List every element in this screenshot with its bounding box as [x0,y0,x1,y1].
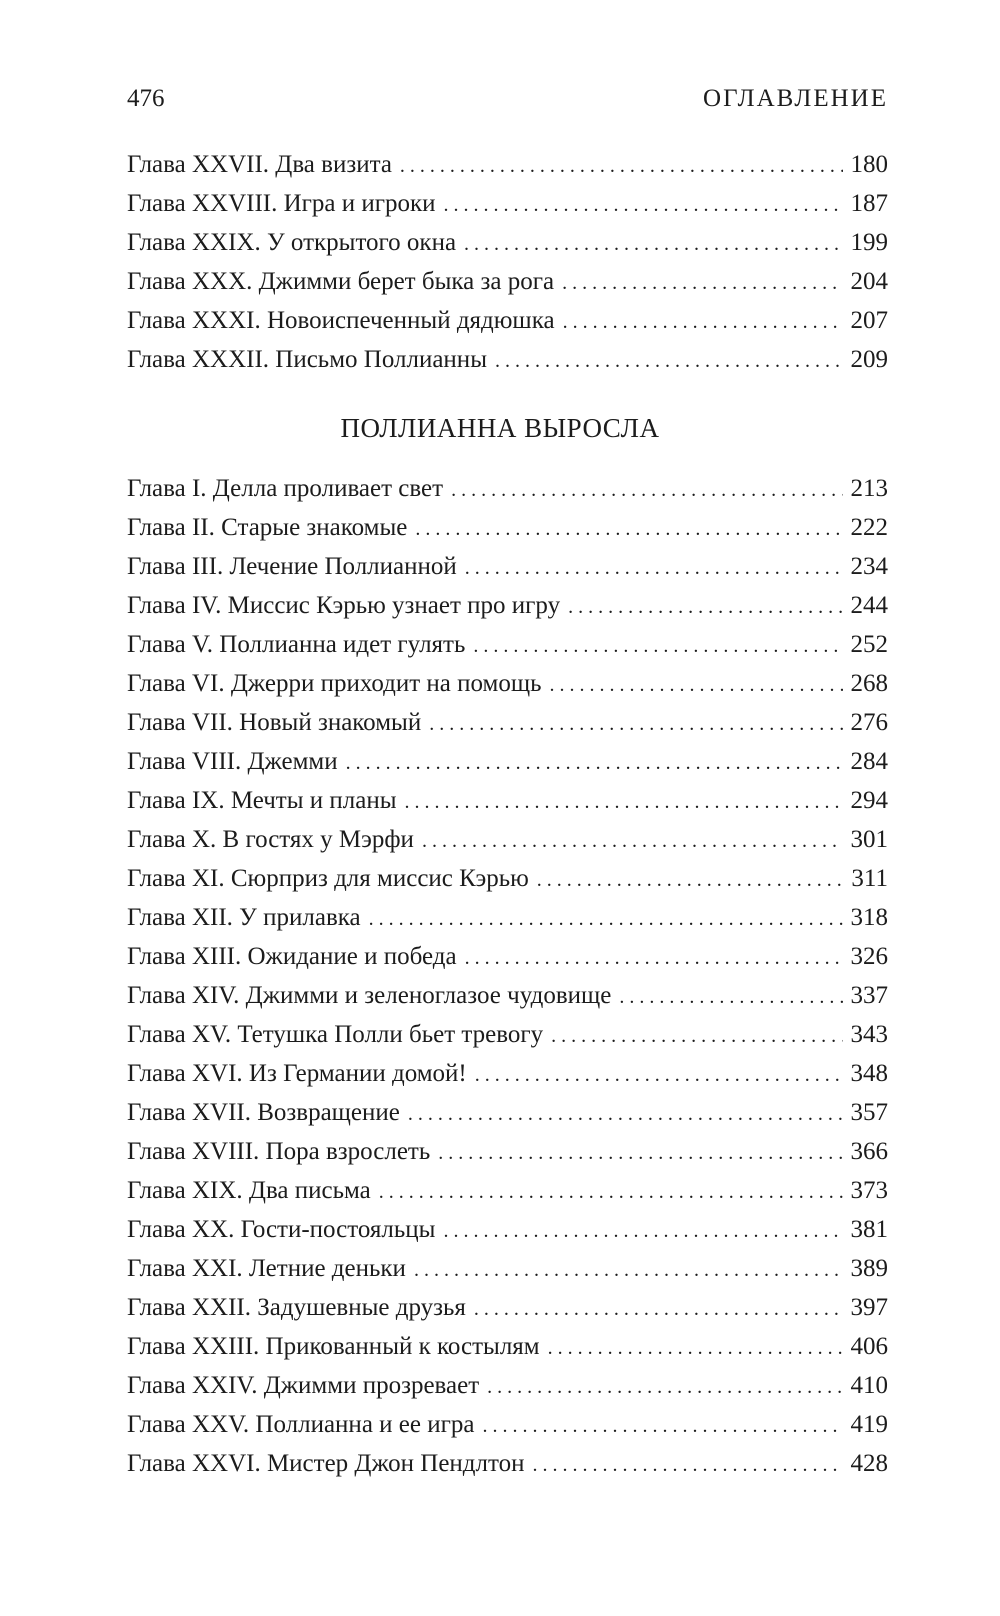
toc-entry [127,625,888,664]
toc-entry-page: 204 [850,268,888,295]
toc-entry [127,1015,888,1054]
dot-leader [451,471,842,510]
toc-entry-page: 348 [850,1060,888,1087]
toc-entry-label: Глава XII. У прилавка [127,904,361,931]
toc-entry [127,781,888,820]
toc-entry-label: Глава XXIV. Джимми прозревает [127,1372,480,1399]
toc-entry [127,859,888,898]
toc-entry [127,262,888,301]
toc-entry-page: 268 [850,670,888,697]
toc-entry-page: 373 [850,1177,888,1204]
toc-entry-label: Глава XXXI. Новоиспеченный дядюшка [127,307,555,334]
toc-entry [127,1249,888,1288]
dot-leader [346,744,843,783]
toc-entry-page: 419 [850,1411,888,1438]
dot-leader [537,861,844,900]
toc-entry-page: 337 [850,982,888,1009]
dot-leader [400,147,843,186]
toc-entry [127,1171,888,1210]
dot-leader [429,705,842,744]
toc-entry [127,742,888,781]
dot-leader [475,1056,843,1095]
toc-entry [127,508,888,547]
toc-entry-label: Глава XVIII. Пора взрослеть [127,1138,431,1165]
toc-entry-page: 207 [850,307,888,334]
toc-entry-label: Глава XI. Сюрприз для миссис Кэрью [127,865,529,892]
toc-entry-page: 366 [850,1138,888,1165]
toc-entry-label: Глава XXVI. Мистер Джон Пендлтон [127,1450,525,1477]
toc-entry-label: Глава XXI. Летние деньки [127,1255,406,1282]
toc-entry [127,1132,888,1171]
dot-leader [563,303,843,342]
dot-leader [548,1329,843,1368]
page-number: 476 [127,85,165,112]
toc-entry [127,1210,888,1249]
toc-entry [127,820,888,859]
toc-entry [127,301,888,340]
dot-leader [422,822,843,861]
toc-entry-page: 187 [850,190,888,217]
dot-leader [495,342,843,381]
dot-leader [473,627,842,666]
toc-entry [127,184,888,223]
toc-entry-label: Глава XXIX. У открытого окна [127,229,457,256]
toc-entry-label: Глава XXVII. Два визита [127,151,392,178]
toc-entry-label: Глава XXX. Джимми берет быка за рога [127,268,555,295]
toc-entry [127,340,888,379]
toc-entry-page: 406 [850,1333,888,1360]
toc-entry [127,469,888,508]
toc-entry-page: 428 [850,1450,888,1477]
toc-entry-page: 318 [850,904,888,931]
toc-entry-label: Глава XXXII. Письмо Поллианны [127,346,487,373]
toc-entry-label: Глава IV. Миссис Кэрью узнает про игру [127,592,561,619]
toc-entry-page: 209 [850,346,888,373]
toc-entry-label: Глава VIII. Джемми [127,748,338,775]
dot-leader [487,1368,842,1407]
toc-entry-label: Глава XXVIII. Игра и игроки [127,190,436,217]
toc-entry [127,898,888,937]
toc-entry-label: Глава XXII. Задушевные друзья [127,1294,466,1321]
dot-leader [550,666,843,705]
toc-entry-page: 244 [850,592,888,619]
toc-entry-label: Глава V. Поллианна идет гулять [127,631,466,658]
toc-entry-label: Глава III. Лечение Поллианной [127,553,457,580]
toc-entry-label: Глава XXIII. Прикованный к костылям [127,1333,540,1360]
dot-leader [379,1173,843,1212]
toc-entry-page: 234 [850,553,888,580]
toc-entry [127,1288,888,1327]
toc-entry-page: 213 [850,475,888,502]
dot-leader [443,1212,842,1251]
toc-entry-page: 301 [850,826,888,853]
dot-leader [465,939,843,978]
toc-entry-label: Глава XVI. Из Германии домой! [127,1060,467,1087]
toc-entry-label: Глава VII. Новый знакомый [127,709,422,736]
toc-entry-label: Глава II. Старые знакомые [127,514,408,541]
section-title: ПОЛЛИАННА ВЫРОСЛА [340,413,660,443]
dot-leader [474,1290,843,1329]
toc-entry [127,586,888,625]
toc-entry [127,1405,888,1444]
toc-list-part2 [127,469,888,1483]
toc-entry-label: Глава I. Делла проливает свет [127,475,444,502]
toc-entry-label: Глава XXV. Поллианна и ее игра [127,1411,475,1438]
toc-entry [127,223,888,262]
toc-entry-page: 389 [850,1255,888,1282]
toc-entry [127,703,888,742]
dot-leader [465,549,843,588]
toc-entry-page: 252 [850,631,888,658]
toc-list-part1 [127,145,888,379]
toc-entry-page: 381 [850,1216,888,1243]
dot-leader [405,783,843,822]
toc-entry-label: Глава X. В гостях у Мэрфи [127,826,414,853]
dot-leader [444,186,843,225]
dot-leader [482,1407,842,1446]
toc-entry-page: 222 [850,514,888,541]
dot-leader [619,978,842,1017]
dot-leader [369,900,843,939]
toc-entry-label: Глава XIII. Ожидание и победа [127,943,457,970]
toc-entry-page: 284 [850,748,888,775]
dot-leader [408,1095,843,1134]
toc-entry-label: Глава IX. Мечты и планы [127,787,397,814]
running-title: ОГЛАВЛЕНИЕ [703,85,888,112]
toc-entry-page: 326 [850,943,888,970]
toc-entry [127,1054,888,1093]
page-header [127,79,888,119]
toc-entry-label: Глава XVII. Возвращение [127,1099,400,1126]
dot-leader [562,264,842,303]
dot-leader [464,225,842,264]
toc-entry-page: 410 [850,1372,888,1399]
dot-leader [414,1251,843,1290]
toc-entry-page: 294 [850,787,888,814]
toc-entry [127,145,888,184]
toc-entry-page: 311 [851,865,888,892]
toc-entry [127,664,888,703]
dot-leader [415,510,842,549]
dot-leader [438,1134,842,1173]
toc-entry-label: Глава XV. Тетушка Полли бьет тревогу [127,1021,544,1048]
toc-entry-page: 343 [850,1021,888,1048]
toc-entry-label: Глава XX. Гости-постояльцы [127,1216,436,1243]
toc-entry-page: 180 [850,151,888,178]
dot-leader [568,588,842,627]
toc-entry [127,976,888,1015]
dot-leader [532,1446,842,1485]
toc-entry-page: 357 [850,1099,888,1126]
toc-entry [127,1366,888,1405]
toc-entry-label: Глава XIX. Два письма [127,1177,371,1204]
toc-entry-page: 397 [850,1294,888,1321]
toc-entry-page: 276 [850,709,888,736]
toc-entry-page: 199 [850,229,888,256]
toc-entry [127,1444,888,1483]
toc-entry [127,1327,888,1366]
toc-entry-label: Глава VI. Джерри приходит на помощь [127,670,542,697]
toc-entry [127,1093,888,1132]
toc-entry [127,547,888,586]
dot-leader [551,1017,842,1056]
toc-entry-label: Глава XIV. Джимми и зеленоглазое чудовище [127,982,612,1009]
toc-entry [127,937,888,976]
